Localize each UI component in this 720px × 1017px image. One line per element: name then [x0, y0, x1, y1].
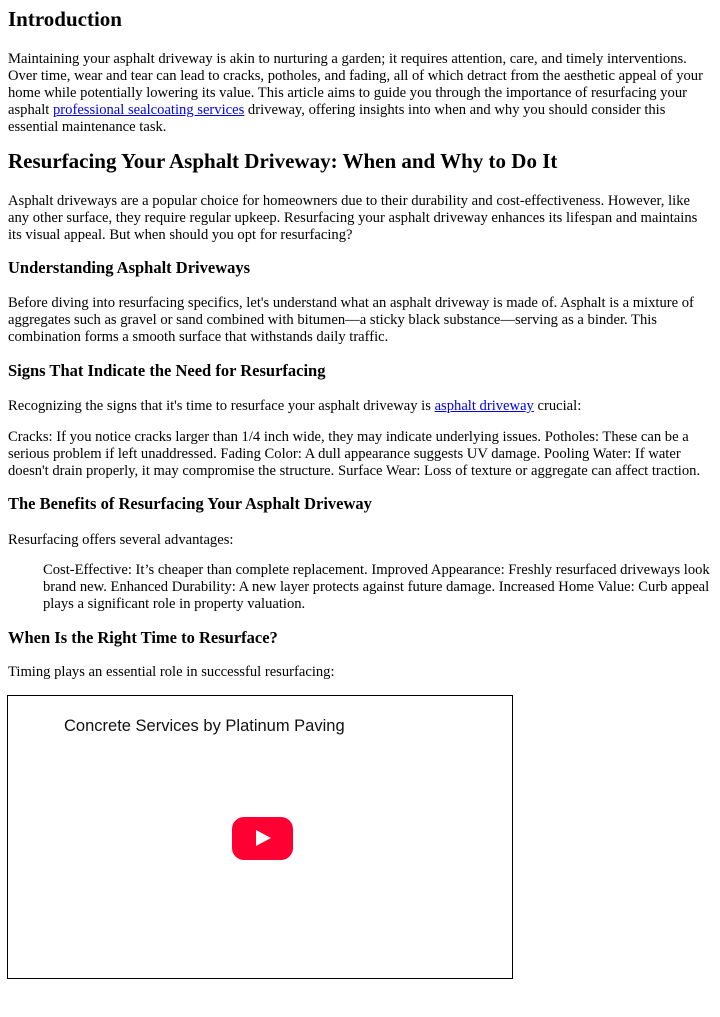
- video-embed[interactable]: [7, 695, 513, 979]
- signs-text-before-link: Recognizing the signs that it's time to resurface your asphalt driveway is: [8, 398, 435, 414]
- intro-paragraph: [8, 51, 714, 136]
- main-heading: Resurfacing Your Asphalt Driveway: When and Why to Do It: [8, 149, 558, 173]
- signs-list-paragraph: Cracks: If you notice cracks larger than 1/4 inch wide, they may indicate underlying issues. Potholes: These can be a serious problem if left unaddressed. Fading Color: A dull appearance suggests UV damage. Pooling Water: If water doesn't drain properly, it may compromise the structure. Surface Wear: Loss of texture or aggregate can affect traction.: [8, 429, 701, 479]
- intro-text-after-link: driveway, offering insights into when and why you should consider this essential maintenance task.: [8, 102, 666, 135]
- main-paragraph: Asphalt driveways are a popular choice for homeowners due to their durability and cost-effectiveness. However, like any other surface, they require regular upkeep. Resurfacing your asphalt driveway enhances its lifespan and maintains its visual appeal. But when should you opt for resurfacing?: [8, 193, 698, 243]
- play-icon: [256, 830, 271, 846]
- benefits-blockquote: Cost-Effective: It’s cheaper than complete replacement. Improved Appearance: Freshly resurfaced driveways look brand new. Enhanced Durability: A new layer protects against future damage. Increased Home Value: Curb appeal plays a significant role in property valuation.: [43, 562, 710, 612]
- benefits-paragraph: Resurfacing offers several advantages:: [8, 532, 234, 548]
- signs-intro-paragraph: [8, 398, 714, 415]
- intro-text-before-link: Maintaining your asphalt driveway is akin to nurturing a garden; it requires attention, care, and timely interventions. Over time, wear and tear can lead to cracks, potholes, and fading, all of which detract from the aesthetic appeal of your home while potentially lowering its value. This article aims to guide you through the importance of resurfacing your asphalt: [8, 51, 703, 118]
- timing-paragraph: Timing plays an essential role in successful resurfacing:: [8, 664, 335, 680]
- benefits-heading: The Benefits of Resurfacing Your Asphalt Driveway: [8, 494, 372, 513]
- signs-heading: Signs That Indicate the Need for Resurfacing: [8, 361, 326, 380]
- professional-sealcoating-link[interactable]: professional sealcoating services: [53, 102, 245, 118]
- intro-heading: Introduction: [8, 7, 122, 31]
- signs-text-after-link: crucial:: [533, 398, 582, 414]
- timing-heading: When Is the Right Time to Resurface?: [8, 628, 278, 647]
- play-button[interactable]: [232, 817, 293, 860]
- video-title[interactable]: Concrete Services by Platinum Paving: [64, 717, 345, 735]
- understanding-heading: Understanding Asphalt Driveways: [8, 258, 251, 277]
- asphalt-driveway-link[interactable]: asphalt driveway: [434, 398, 534, 414]
- understanding-paragraph: Before diving into resurfacing specifics, let's understand what an asphalt driveway is made of. Asphalt is a mixture of aggregates such as gravel or sand combined with bitumen—a sticky black substance—serving as a binder. This combination forms a smooth surface that withstands daily traffic.: [8, 295, 694, 345]
